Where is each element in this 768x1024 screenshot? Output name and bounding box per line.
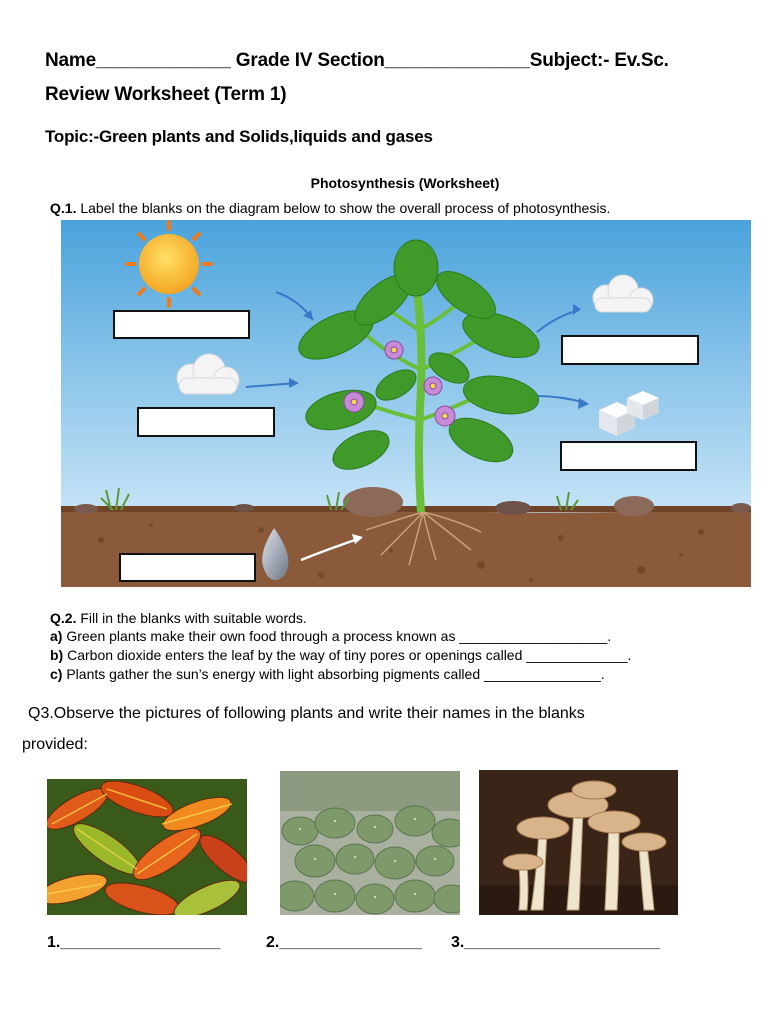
question-text: Fill in the blanks with suitable words.	[76, 610, 307, 626]
question-2c	[50, 666, 605, 682]
question-3: Q3.Observe the pictures of following plants and write their names in the blanks	[28, 705, 585, 722]
label-blank-oxygen[interactable]	[561, 335, 699, 365]
question-text: Label the blanks on the diagram below to show the overall process of photosynthesis.	[76, 200, 611, 216]
question-number: Q.2.	[50, 610, 77, 626]
item-text: Plants gather the sun’s energy with light absorbing pigments called _______________.	[62, 666, 605, 682]
question-3-continued: provided:	[22, 736, 88, 753]
question-1	[50, 200, 610, 216]
label-blank-carbon-dioxide[interactable]	[137, 407, 275, 437]
sun-icon	[127, 222, 211, 306]
label-blank-water[interactable]	[119, 553, 256, 582]
item-label: b)	[50, 647, 64, 663]
answer-blank-2[interactable]: 2.________________	[266, 934, 422, 951]
croton-plant-photo	[47, 779, 247, 915]
item-text: Green plants make their own food through a process known as ___________________.	[62, 628, 612, 644]
question-2a	[50, 628, 611, 644]
mushroom-photo	[479, 770, 678, 915]
item-label: c)	[50, 666, 63, 682]
diagram-illustration	[61, 220, 751, 587]
cactus-plant-photo	[280, 771, 460, 915]
answer-blank-3[interactable]: 3.______________________	[451, 934, 661, 951]
topic-line: Topic:-Green plants and Solids,liquids and gases	[45, 127, 433, 146]
item-text: Carbon dioxide enters the leaf by the way of tiny pores or openings called _____________.	[63, 647, 632, 663]
item-label: a)	[50, 628, 63, 644]
question-number: Q.1.	[50, 200, 77, 216]
section-title: Photosynthesis (Worksheet)	[310, 175, 500, 191]
question-2b	[50, 647, 631, 663]
answer-blank-1[interactable]: 1.__________________	[47, 934, 221, 951]
label-blank-glucose[interactable]	[560, 441, 697, 471]
label-blank-sunlight[interactable]	[113, 310, 250, 339]
worksheet-header-line: Name_____________ Grade IV Section______________Subject:- Ev.Sc.	[45, 50, 669, 71]
question-2	[50, 610, 307, 626]
photosynthesis-diagram	[61, 220, 751, 587]
worksheet-title: Review Worksheet (Term 1)	[45, 84, 287, 105]
